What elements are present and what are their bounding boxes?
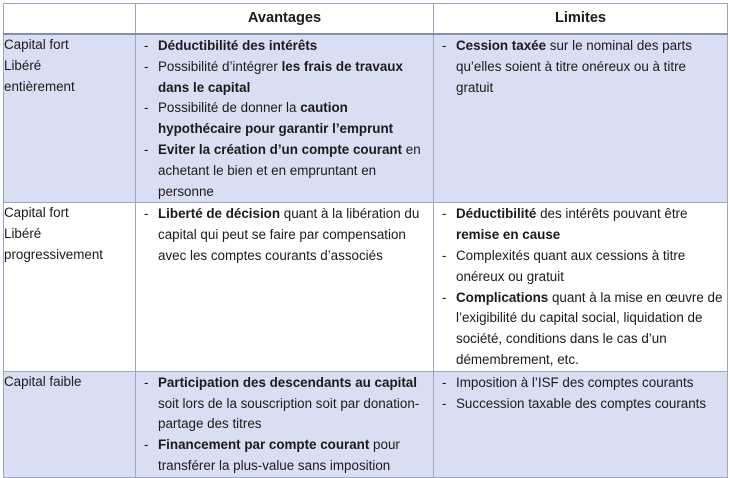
list-item-text: Possibilité d’intégrer	[158, 58, 282, 74]
list-item	[136, 98, 429, 140]
table-row	[4, 34, 728, 203]
list-item-text: en achetant le bien et en empruntant en personne	[158, 141, 421, 199]
list-item-text: Possibilité de donner la	[158, 100, 301, 116]
list-item-text: quant à la mise en œuvre de l’exigibilité du capital social, liquidation de société, conditions dans le cas d’un démembrement, etc.	[456, 289, 723, 367]
row-label-line: Capital fort	[4, 205, 69, 221]
list-item	[434, 246, 723, 288]
list-item-text: quant à la libération du capital qui peut se faire par compensation avec les comptes courants d’associés	[158, 206, 420, 263]
limites-cell	[434, 203, 728, 371]
list-item-text: Succession taxable des comptes courants	[456, 395, 707, 411]
row-label-line: Capital fort	[4, 37, 69, 52]
limites-cell	[434, 34, 728, 203]
header-limites: Limites	[434, 4, 728, 35]
list-item-text: sur le nominal des parts qu’elles soient à titre onéreux ou à titre gratuit	[456, 38, 692, 95]
list-item	[434, 394, 723, 415]
comparison-table	[3, 3, 728, 478]
list-item-bold: Complications	[456, 289, 549, 305]
list-item	[136, 57, 429, 99]
table-header-row	[4, 4, 728, 35]
list-item-bold: Financement par compte courant	[158, 437, 370, 453]
list-item	[136, 36, 429, 57]
limites-cell	[434, 371, 728, 477]
avantages-list	[136, 372, 433, 477]
list-item	[136, 140, 429, 202]
list-item-bold: les frais de travaux dans le capital	[158, 58, 403, 95]
row-label-line: Libéré	[4, 226, 42, 242]
row-label-line: progressivement	[4, 246, 103, 262]
list-item-text: pour transférer la plus-value sans imposition	[158, 437, 400, 473]
row-label-line: Capital faible	[4, 373, 82, 389]
row-label-cell	[4, 34, 136, 203]
list-item-bold: Déductibilité des intérêts	[158, 38, 318, 53]
list-item	[434, 36, 723, 98]
row-label-line: Libéré	[4, 57, 42, 73]
list-item-bold: remise en cause	[456, 227, 561, 243]
avantages-list	[136, 35, 433, 202]
limites-list	[434, 203, 727, 370]
avantages-cell	[136, 34, 434, 203]
header-empty-cell	[4, 4, 136, 35]
list-item-bold: caution hypothécaire pour garantir l’emprunt	[158, 100, 394, 137]
list-item-bold: Eviter la création d’un compte courant	[158, 141, 403, 157]
list-item	[434, 373, 723, 394]
list-item-bold: Déductibilité	[456, 206, 537, 222]
table-row	[4, 203, 728, 371]
list-item-text: Complexités quant aux cessions à titre onéreux ou gratuit	[456, 247, 686, 284]
list-item	[136, 373, 429, 435]
list-item	[434, 288, 723, 371]
avantages-cell	[136, 203, 434, 371]
table-row	[4, 371, 728, 477]
avantages-cell	[136, 371, 434, 477]
row-label-line: entièrement	[4, 78, 75, 94]
list-item-bold: Cession taxée	[456, 38, 547, 53]
list-item-text: des intérêts pouvant être	[536, 206, 688, 222]
list-item-bold: Participation des descendants au capital	[158, 374, 417, 390]
list-item	[434, 204, 723, 246]
header-avantages: Avantages	[136, 4, 434, 35]
row-label-cell	[4, 203, 136, 371]
list-item	[136, 204, 429, 266]
avantages-list	[136, 203, 433, 266]
list-item-text: Imposition à l’ISF des comptes courants	[456, 374, 694, 390]
limites-list	[434, 372, 727, 415]
list-item	[136, 435, 429, 477]
limites-list	[434, 35, 727, 98]
list-item-bold: Liberté de décision	[158, 206, 281, 222]
row-label-cell	[4, 371, 136, 477]
list-item-text: soit lors de la souscription soit par donation-partage des titres	[158, 395, 420, 432]
